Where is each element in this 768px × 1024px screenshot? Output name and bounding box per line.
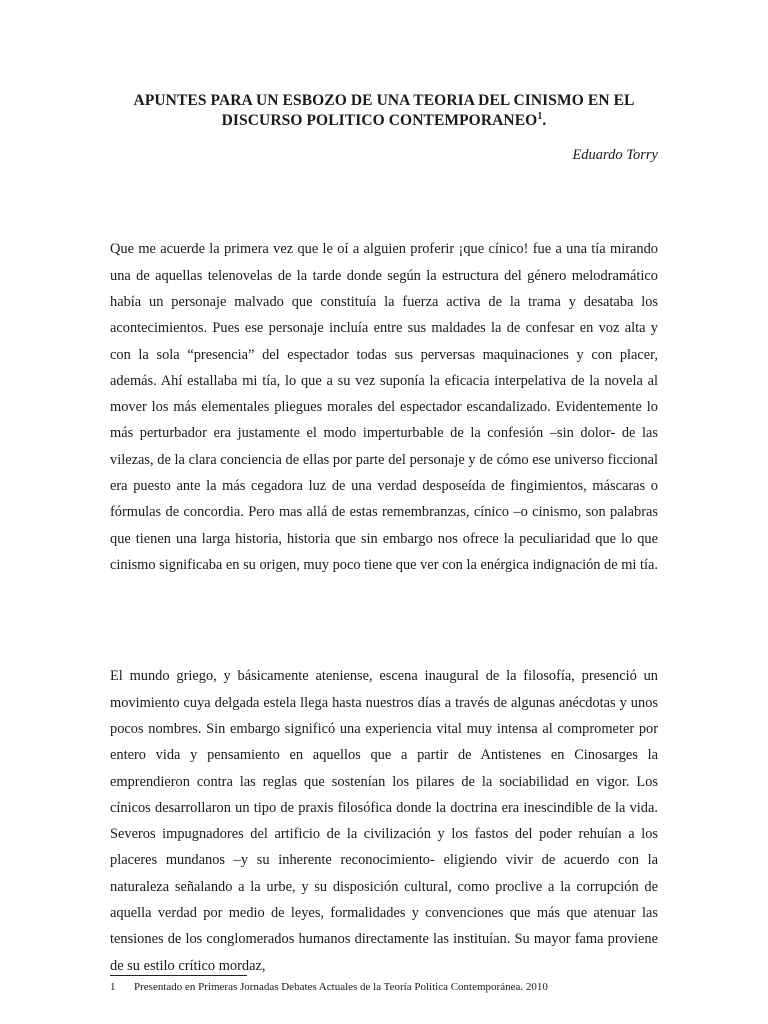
footnote-number: 1 [110,981,116,993]
title-line-1: APUNTES PARA UN ESBOZO DE UNA TEORIA DEL CINISMO EN EL [133,92,635,109]
footnote-text: Presentado en Primeras Jornadas Debates Actuales de la Teoría Política Contemporánea. 2010 [134,981,548,993]
title-line-2: DISCURSO POLITICO CONTEMPORANEO [221,112,538,129]
footnote-divider [110,975,247,976]
author-name: Eduardo Torry [572,147,658,163]
paragraph-2: El mundo griego, y básicamente ateniense, escena inaugural de la filosofía, presenció un movimiento cuya delgada estela llega hasta nuestros días a través de algunas anécdotas y unos pocos nombres. Sin embargo significó una experiencia vital muy intensa al comprometer por entero vida y pensamiento en aquellos que a partir de Antistenes en Cinosarges la emprendieron contra las reglas que sostenían los pilares de la sociabilidad en vigor. Los cínicos desarrollaron un tipo de praxis filosófica donde la doctrina era inescindible de la vida. Severos impugnadores del artificio de la civilización y los fastos del poder rehuían a los placeres mundanos –y su inherente reconocimiento- eligiendo vivir de acuerdo con la naturaleza señalando a la urbe, y su disposición cultural, como proclive a la corrupción de aquella verdad por medio de leyes, formalidades y convenciones que más que atenuar las tensiones de los conglomerados humanos directamente las instituían. Su mayor fama proviene de su estilo crítico mordaz, [110,668,658,974]
title-footnote-mark: 1 [537,110,543,122]
document-title [100,91,668,131]
footnote [110,980,670,994]
title-end-punctuation: . [542,112,547,129]
paragraph-1: Que me acuerde la primera vez que le oí a alguien proferir ¡que cínico! fue a una tía mirando una de aquellas telenovelas de la tarde donde según la estructura del género melodramático había un personaje malvado que constituía la fuerza activa de la trama y desataba los acontecimientos. Pues ese personaje incluía entre sus maldades la de confesar en voz alta y con la sola “presencia” del espectador todas sus perversas maquinaciones y con placer, además. Ahí estallaba mi tía, lo que a su vez suponía la eficacia interpelativa de la novela al mover los más elementales pliegues morales del espectador escandalizado. Evidentemente lo más perturbador era justamente el modo imperturbable de la confesión –sin dolor- de las vilezas, de la clara conciencia de ellas por parte del personaje y de cómo ese universo ficcional era puesto ante la más cegadora luz de una verdad desposeída de fingimientos, máscaras o fórmulas de concordia. Pero mas allá de estas remembranzas, cínico –o cinismo, son palabras que tienen una larga historia, historia que sin embargo nos ofrece la peculiaridad que lo que cinismo significaba en su origen, muy poco tiene que ver con la enérgica indignación de mi tía. [110,241,659,573]
